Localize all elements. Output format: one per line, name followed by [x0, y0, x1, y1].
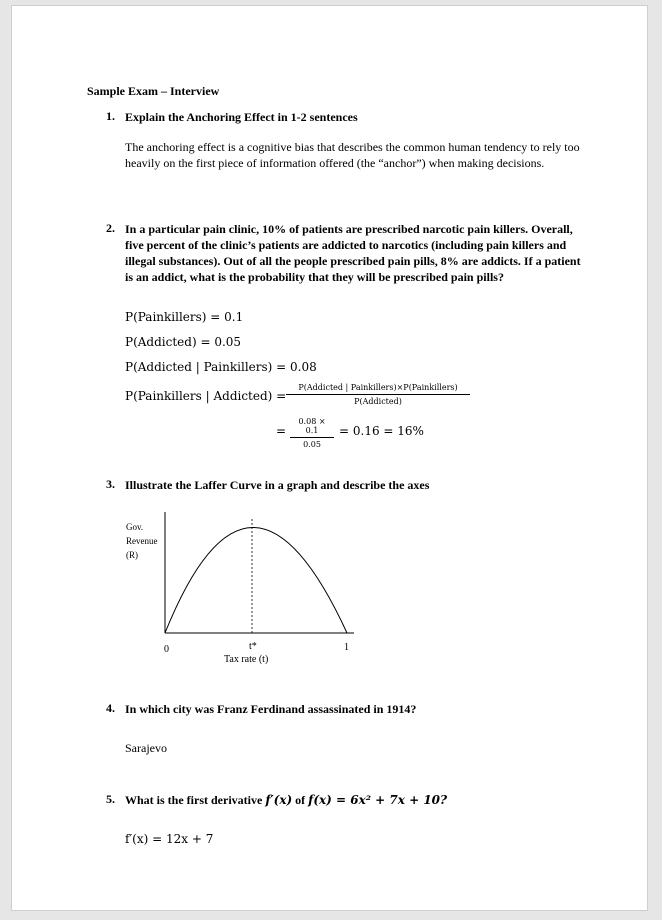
- answer-5: f′(x) = 12x + 7: [125, 832, 214, 846]
- math-line-4-lhs: P(Painkillers | Addicted) =: [125, 389, 287, 403]
- question-text: In which city was Franz Ferdinand assassinated in 1914?: [125, 702, 417, 716]
- y-axis-label: Revenue: [126, 536, 158, 546]
- question-function: f(x) = 6x² + 7x + 10?: [308, 793, 448, 807]
- answer-1: The anchoring effect is a cognitive bias that describes the common human tendency to rely too heavily on the first piece of information offered (the “anchor”) when making decisions.: [125, 140, 580, 170]
- fraction-numerator: P(Addicted | Painkillers)×P(Painkillers): [286, 383, 470, 395]
- math-line-1: P(Painkillers) = 0.1: [125, 310, 244, 324]
- x-tick-zero: 0: [164, 644, 169, 655]
- laffer-curve-graph: [118, 508, 368, 668]
- document-title: Sample Exam – Interview: [87, 84, 220, 98]
- math-line-3: P(Addicted | Painkillers) = 0.08: [125, 360, 317, 374]
- question-number: 5.: [106, 792, 115, 806]
- question-text: Explain the Anchoring Effect in 1-2 sentences: [125, 110, 358, 124]
- question-text-pre: What is the first derivative: [125, 793, 263, 807]
- fraction-denominator: P(Addicted): [354, 397, 402, 406]
- math-line-5-eq: =: [276, 424, 287, 438]
- math-line-5-result: = 0.16 = 16%: [339, 424, 424, 438]
- math-line-2: P(Addicted) = 0.05: [125, 335, 242, 349]
- x-axis-label: Tax rate (t): [224, 654, 269, 665]
- bayes-fraction: [286, 383, 470, 406]
- answer-4: Sarajevo: [125, 741, 167, 755]
- question-fprime: f′(x): [265, 793, 293, 807]
- y-axis-label: Gov.: [126, 522, 144, 532]
- fraction-numerator: 0.08 × 0.1: [290, 417, 334, 438]
- question-text: Illustrate the Laffer Curve in a graph and describe the axes: [125, 478, 430, 492]
- question-number: 3.: [106, 477, 115, 491]
- question-number: 4.: [106, 701, 115, 715]
- question-number: 1.: [106, 109, 115, 123]
- fraction-denominator: 0.05: [303, 440, 321, 449]
- numeric-fraction: [290, 417, 334, 449]
- question-text: [125, 792, 585, 808]
- question-number: 2.: [106, 221, 115, 235]
- x-tick-peak: t*: [249, 641, 257, 652]
- question-text-of: of: [295, 793, 306, 807]
- x-tick-one: 1: [344, 642, 349, 653]
- y-axis-label: (R): [126, 550, 138, 560]
- laffer-curve: [165, 528, 347, 634]
- question-text: In a particular pain clinic, 10% of patients are prescribed narcotic pain killers. Overall, five percent of the clinic’s patients are addicted to narcotics (including pain killers and illegal substances). Out of all the people prescribed pain pills, 8% are addicts. If a patient is an addict, what is the probability that they will be prescribed pain pills?: [125, 222, 581, 284]
